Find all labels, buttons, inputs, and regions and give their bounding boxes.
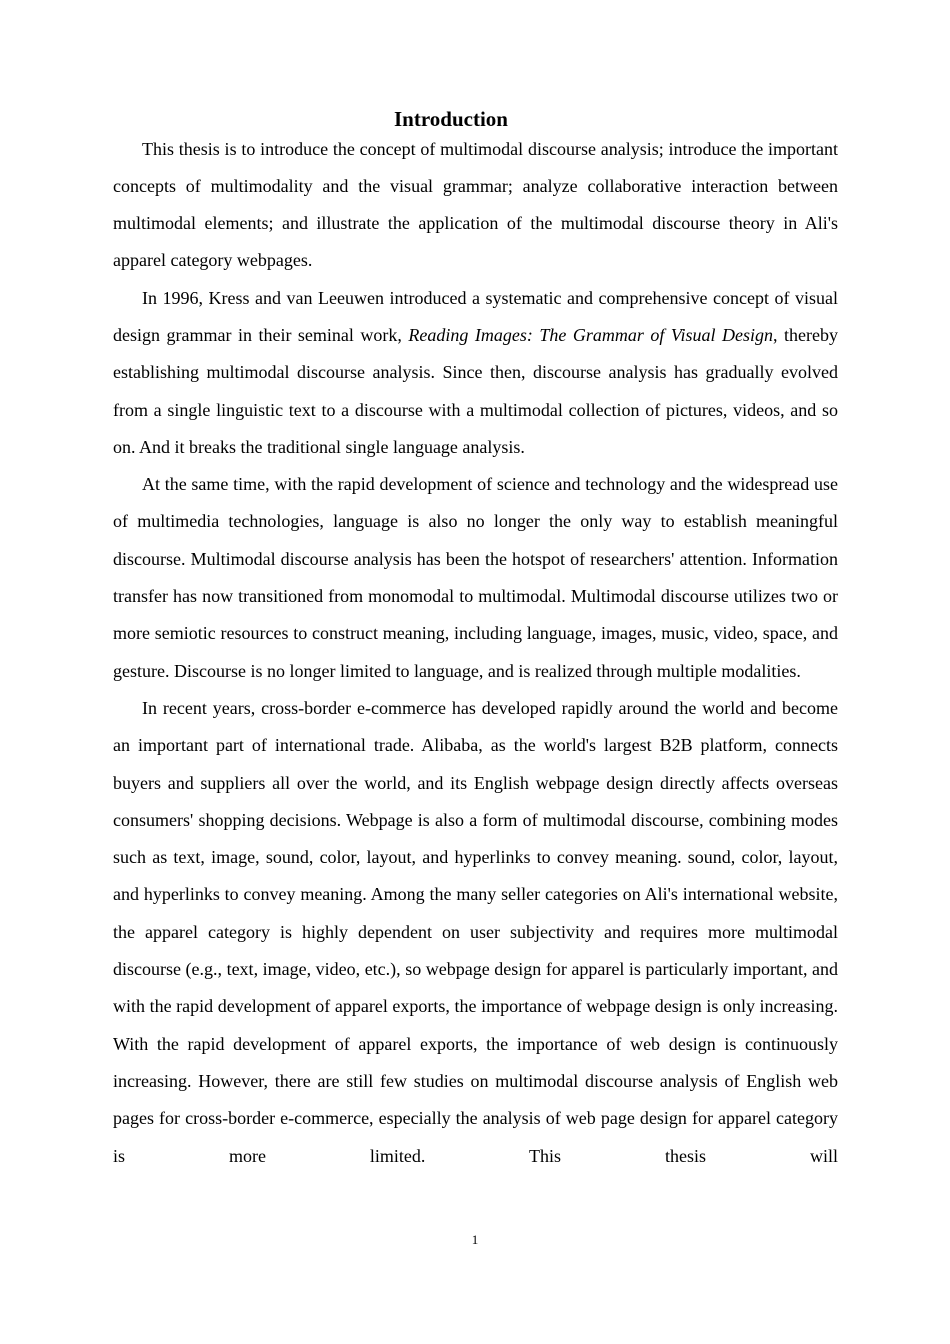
paragraph-thesis-purpose: This thesis is to introduce the concept of multimodal discourse analysis; introduce the important concepts of multimodality and the visual grammar; analyze collaborative interaction between multimodal elements; and illustrate the application of the multimodal discourse theory in Ali's apparel category webpages.: [113, 138, 838, 271]
body-text: [113, 131, 838, 1175]
page-number: 1: [471, 1232, 479, 1247]
paragraph-text-before-citation: In 1996, Kress and van Leeuwen introduced a systematic and comprehensive concept of visual design grammar in their seminal work,: [113, 287, 838, 345]
paragraph-cross-border-ecommerce: In recent years, cross-border e-commerce has developed rapidly around the world and become an important part of international trade. Alibaba, as the world's largest B2B platform, connects buyers and suppliers all over the world, and its English webpage design directly affects overseas consumers' shopping decisions. Webpage is also a form of multimodal discourse, combining modes such as text, image, sound, color, layout, and hyperlinks to convey meaning. sound, color, layout, and hyperlinks to convey meaning. Among the many seller categories on Ali's international website, the apparel category is highly dependent on user subjectivity and requires more multimodal discourse (e.g., text, image, video, etc.), so webpage design for apparel is particularly important, and with the rapid development of apparel exports, the importance of webpage design is only increasing. With the rapid development of apparel exports, the importance of web design is continuously increasing. However, there are still few studies on multimodal discourse analysis of English web pages for cross-border e-commerce, especially the analysis of web page design for apparel category is more limited. This thesis will: [113, 697, 838, 1166]
paragraph-text-after-citation: , thereby establishing multimodal discourse analysis. Since then, discourse analysis has gradually evolved from a single linguistic text to a discourse with a multimodal collection of pictures, videos, and so on. And it breaks the traditional single language analysis.: [113, 324, 838, 457]
section-heading: Introduction: [394, 107, 508, 131]
book-title-citation: Reading Images: The Grammar of Visual Design: [408, 324, 774, 345]
paragraph-multimodal-discourse: At the same time, with the rapid development of science and technology and the widespread use of multimedia technologies, language is also no longer the only way to establish meaningful discourse. Multimodal discourse analysis has been the hotspot of researchers' attention. Information transfer has now transitioned from monomodal to multimodal. Multimodal discourse utilizes two or more semiotic resources to construct meaning, including language, images, music, video, space, and gesture. Discourse is no longer limited to language, and is realized through multiple modalities.: [113, 474, 838, 681]
paragraph-visual-grammar-history: [113, 280, 838, 466]
